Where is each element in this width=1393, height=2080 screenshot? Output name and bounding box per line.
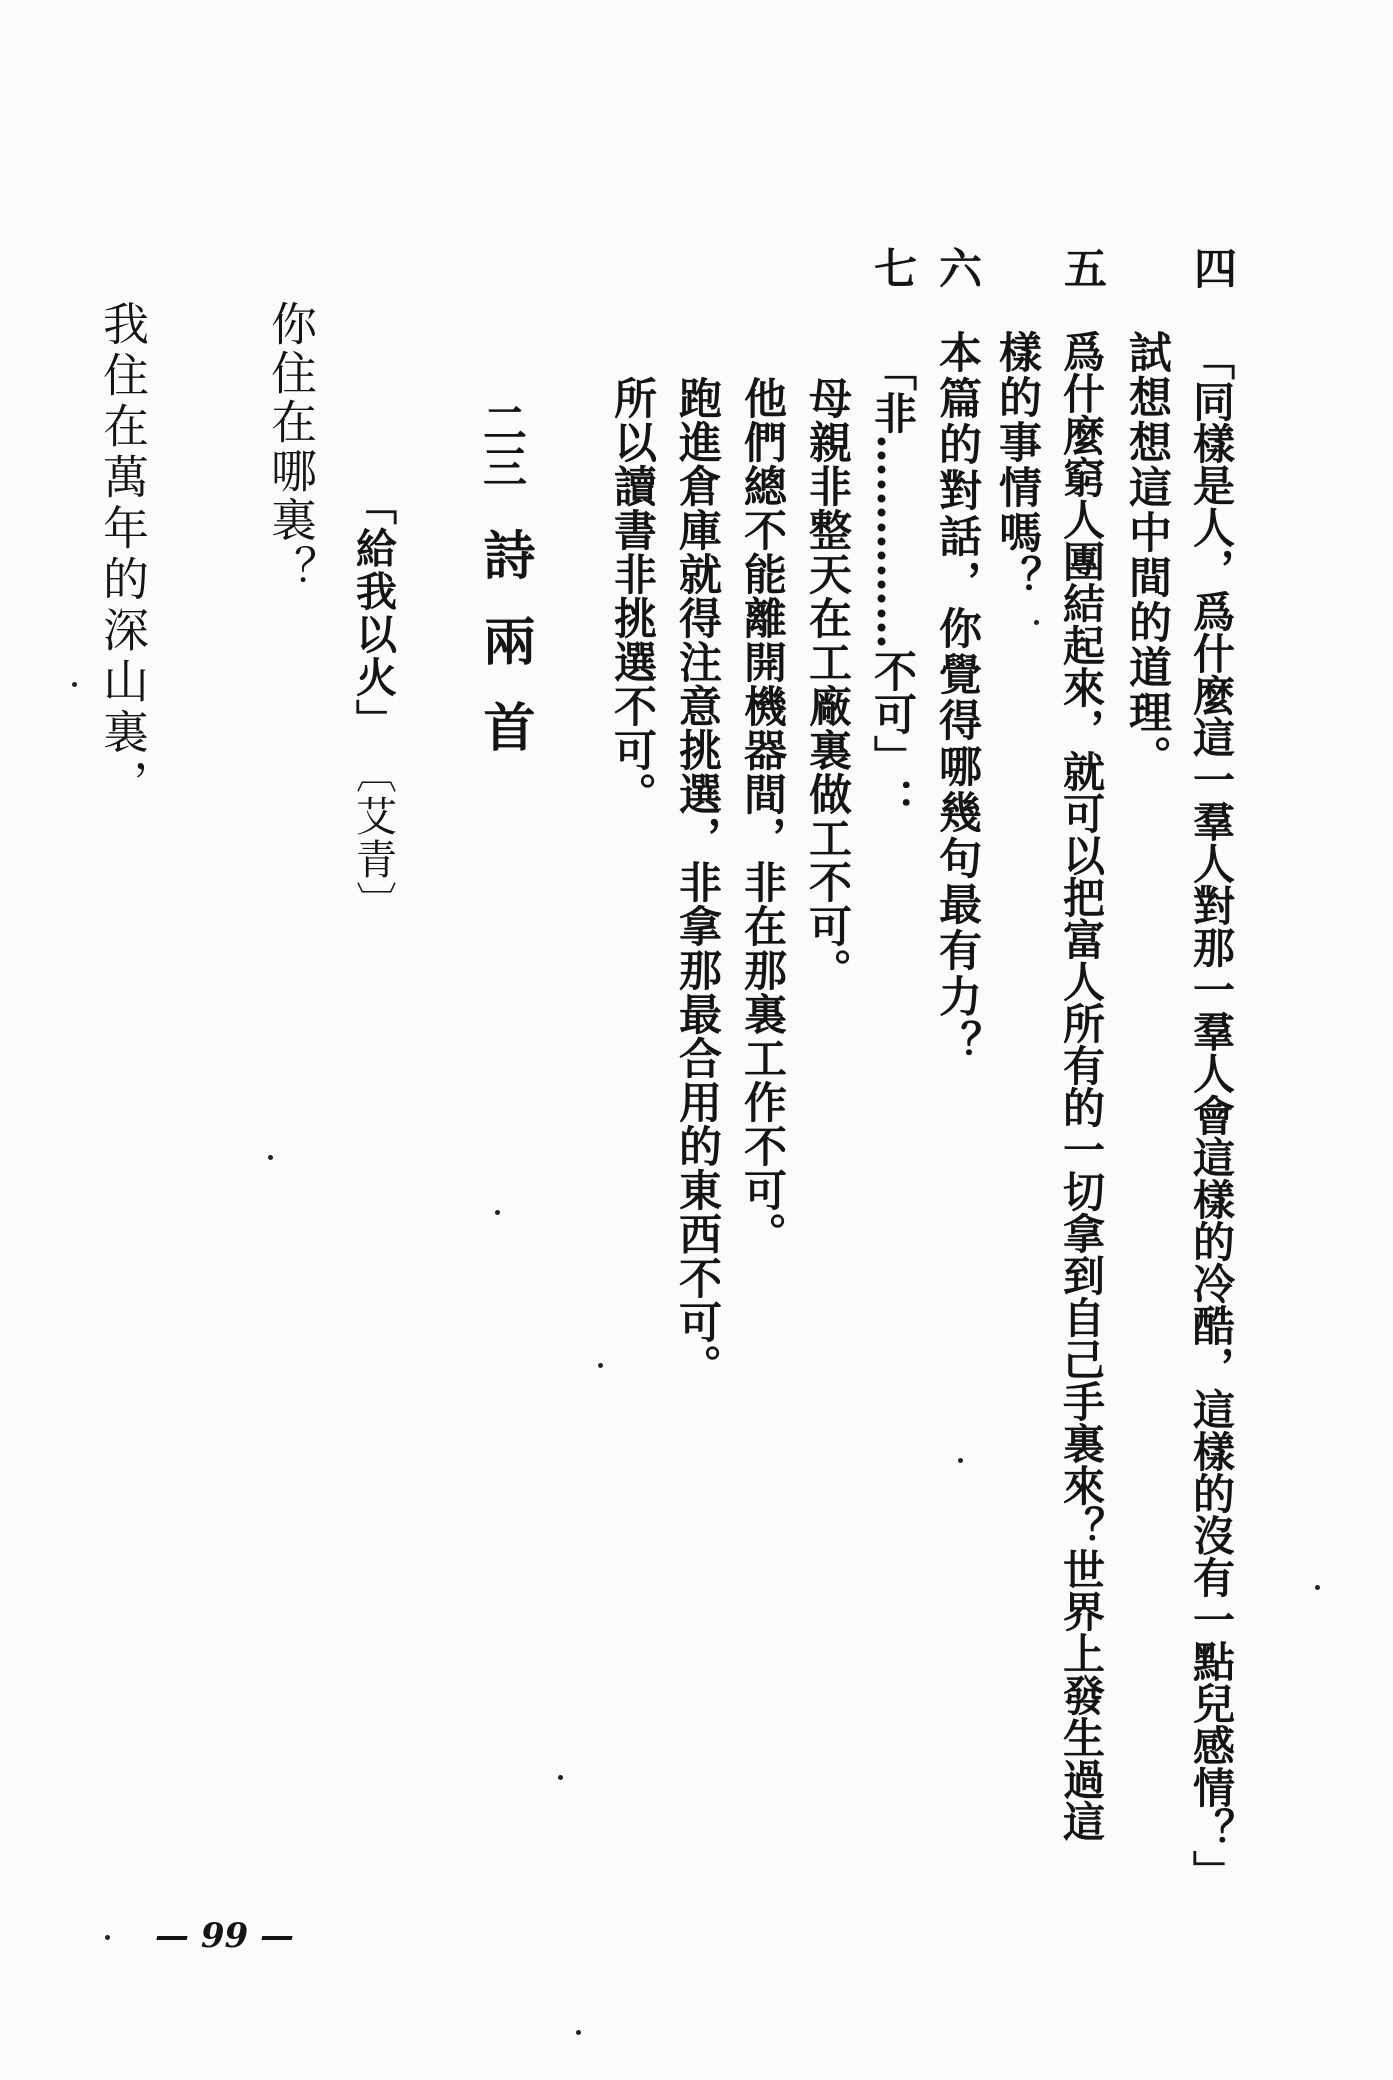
question-4-line-2: 試想想這中間的道理。 — [1122, 330, 1172, 780]
poem-line-1: 你住在哪裏？ — [264, 300, 318, 594]
question-7-example-2: 他們總不能離開機器間，非在那裏工作不可。 — [737, 376, 787, 1256]
page-number: — 99 — — [155, 1916, 294, 1956]
poem-author: 〔艾青〕 — [349, 752, 397, 924]
print-speck — [576, 2030, 581, 2035]
question-7-example-1: 母親非整天在工廠裏做工不可。 — [802, 376, 852, 992]
poem-title: 「給我以火」 — [349, 484, 397, 742]
question-6-line-1: 本篇的對話，你覺得哪幾句最有力？ — [932, 330, 982, 1066]
print-speck — [958, 1458, 963, 1463]
print-speck — [105, 1935, 110, 1940]
print-speck — [268, 1155, 273, 1160]
section-title: 詩兩首 — [474, 528, 535, 786]
question-number-4: 四 — [1187, 246, 1237, 291]
section-number: 二三 — [475, 400, 526, 488]
question-number-6: 六 — [932, 246, 982, 291]
print-speck — [72, 682, 77, 687]
poem-line-2: 我住在萬年的深山裏， — [96, 300, 150, 810]
question-7-example-3: 跑進倉庫就得注意挑選，非拿那最合用的東西不可。 — [672, 376, 722, 1388]
print-speck — [1034, 620, 1039, 625]
question-5-line-2: 樣的事情嗎？ — [992, 330, 1042, 600]
print-speck — [1315, 1585, 1320, 1590]
question-number-5: 五 — [1057, 246, 1107, 291]
question-number-7: 七 — [867, 246, 917, 291]
question-4-line-1: 「同樣是人，爲什麼這一羣人對那一羣人會這樣的冷酷，這樣的沒有一點兒感情？」 — [1187, 338, 1236, 1892]
question-7-line-1: 「非……………不可」： — [867, 348, 917, 821]
print-speck — [495, 1210, 500, 1215]
question-5-line-1: 爲什麼窮人團結起來，就可以把富人所有的一切拿到自己手裏來？世界上發生過這 — [1057, 330, 1106, 1842]
print-speck — [598, 1363, 603, 1368]
print-speck — [558, 1775, 563, 1780]
question-7-example-4: 所以讀書非挑選不可。 — [607, 376, 657, 816]
